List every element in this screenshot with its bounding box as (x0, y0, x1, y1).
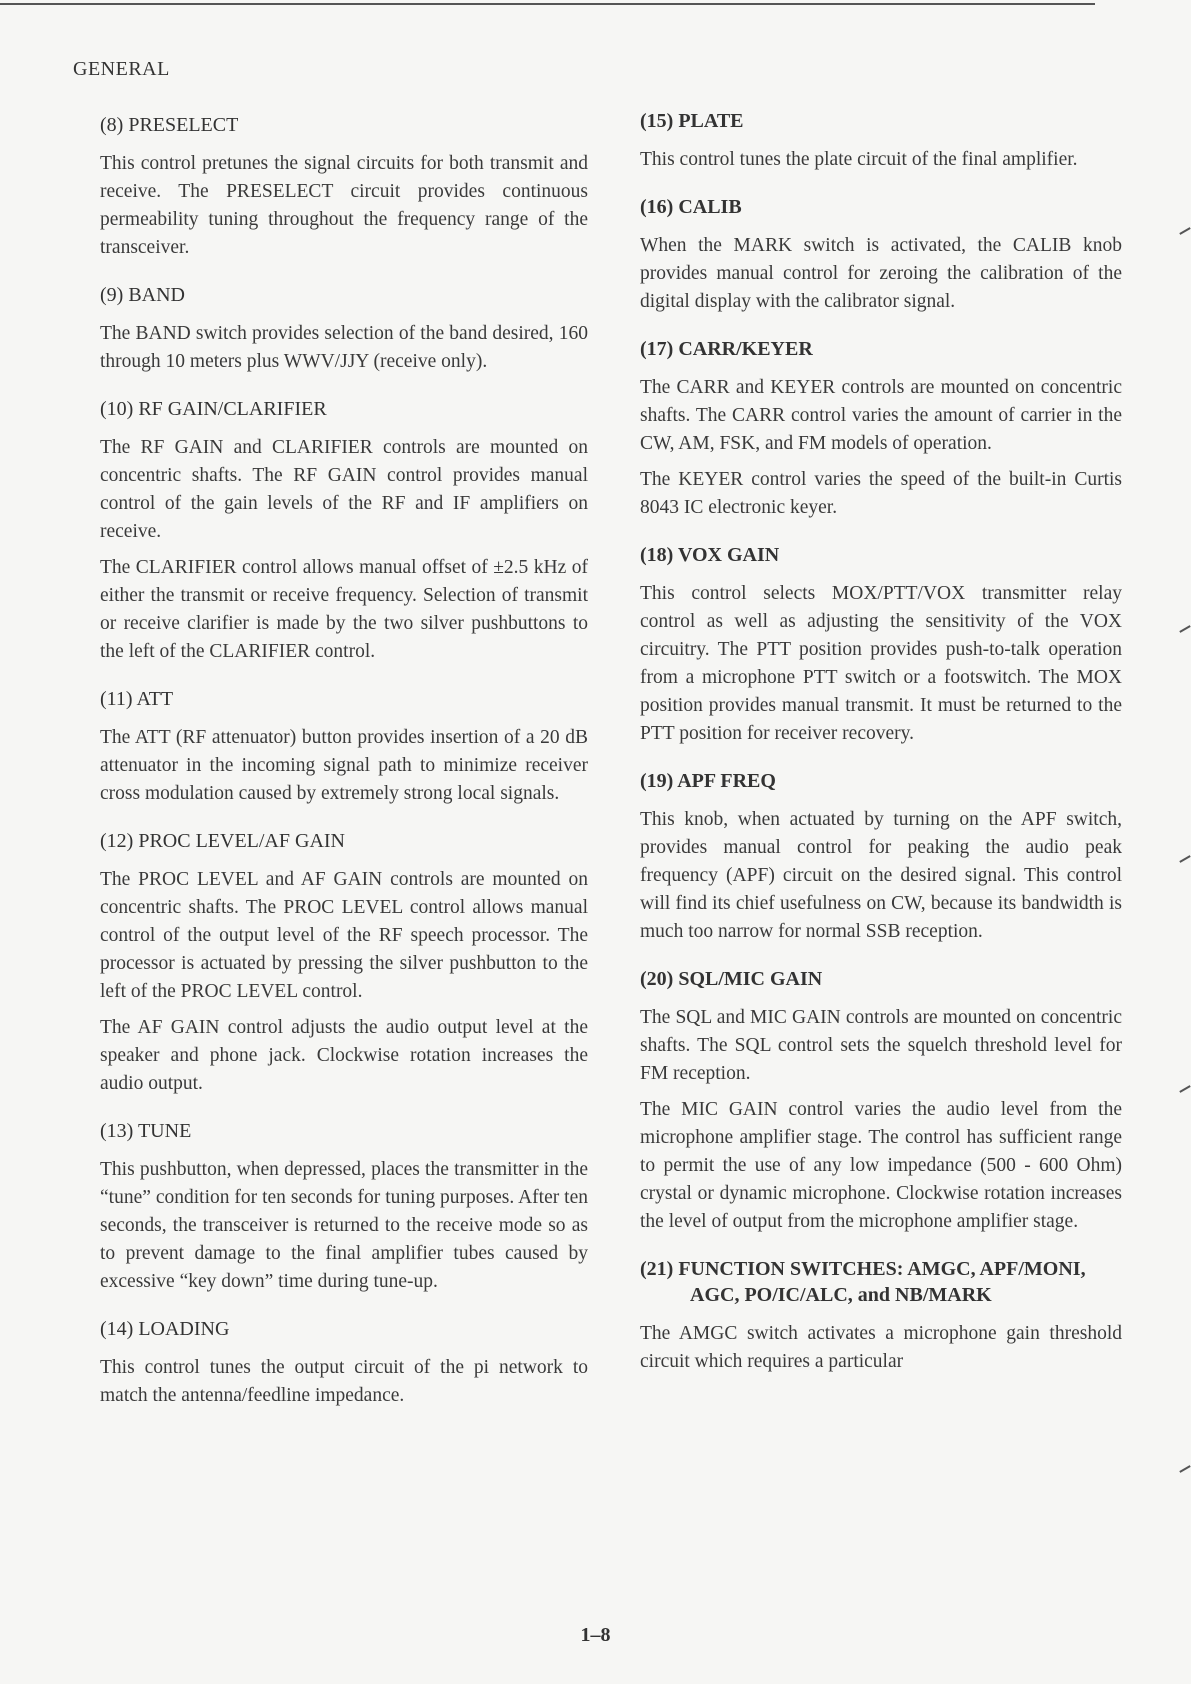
section-heading: (8) PRESELECT (100, 114, 239, 136)
paragraph: This control tunes the plate circuit of the final amplifier. (640, 149, 1078, 170)
section-heading-continued: AGC, PO/IC/ALC, and NB/MARK (690, 1284, 992, 1306)
paragraph: The PROC LEVEL and AF GAIN controls are mounted on concentric shafts. The PROC LEVEL control allows manual control of the output level of the RF speech processor. The processor is actuated by pressing the silver pushbutton to the left of the PROC LEVEL control. (100, 869, 588, 1002)
paragraph: This pushbutton, when depressed, places the transmitter in the “tune” condition for ten seconds for tuning purposes. After ten seconds, the transceiver is returned to the receive mode so as to prevent damage to the final amplifier tubes caused by excessive “key down” time during tune-up. (100, 1159, 588, 1292)
right-column (640, 108, 1122, 1396)
paragraph: When the MARK switch is activated, the CALIB knob provides manual control for zeroing the calibration of the digital display with the calibrator signal. (640, 235, 1122, 312)
paragraph: This knob, when actuated by turning on the APF switch, provides manual control for peaking the audio peak frequency (APF) circuit on the desired signal. This control will find its chief usefulness on CW, because its bandwidth is much too narrow for normal SSB reception. (640, 809, 1122, 942)
paragraph: The AMGC switch activates a microphone gain threshold circuit which requires a particular (640, 1323, 1122, 1372)
section-heading: (20) SQL/MIC GAIN (640, 968, 823, 990)
paragraph: The CARR and KEYER controls are mounted on concentric shafts. The CARR control varies the amount of carrier in the CW, AM, FSK, and FM models of operation. (640, 377, 1122, 454)
paragraph: This control tunes the output circuit of the pi network to match the antenna/feedline impedance. (100, 1357, 588, 1406)
section (100, 828, 588, 1098)
section (640, 108, 1122, 174)
section (640, 1256, 1122, 1376)
paragraph: The RF GAIN and CLARIFIER controls are mounted on concentric shafts. The RF GAIN control provides manual control of the gain levels of the RF and IF amplifiers on receive. (100, 437, 588, 542)
section (100, 1118, 588, 1296)
page-header: GENERAL (73, 58, 170, 80)
paragraph: The AF GAIN control adjusts the audio output level at the speaker and phone jack. Clockwise rotation increases the audio output. (100, 1017, 588, 1094)
section-heading: (10) RF GAIN/CLARIFIER (100, 398, 327, 420)
paragraph: The KEYER control varies the speed of the built-in Curtis 8043 IC electronic keyer. (640, 469, 1122, 518)
left-column (100, 112, 588, 1430)
section-heading: (11) ATT (100, 688, 174, 710)
section-heading: (16) CALIB (640, 196, 742, 218)
page-number: 1–8 (580, 1624, 611, 1646)
edge-mark (1179, 1085, 1190, 1093)
section (100, 112, 588, 262)
section-heading: (19) APF FREQ (640, 770, 776, 792)
edge-mark (1179, 1465, 1190, 1473)
section-heading: (18) VOX GAIN (640, 544, 780, 566)
section (100, 1316, 588, 1410)
section (100, 396, 588, 666)
paragraph: The MIC GAIN control varies the audio level from the microphone amplifier stage. The control has sufficient range to permit the use of any low impedance (500 - 600 Ohm) crystal or dynamic microphone. Clockwise rotation increases the level of output from the microphone amplifier stage. (640, 1099, 1122, 1232)
paragraph: The SQL and MIC GAIN controls are mounted on concentric shafts. The SQL control sets the squelch threshold level for FM reception. (640, 1007, 1122, 1084)
section (100, 282, 588, 376)
section-heading: (14) LOADING (100, 1318, 230, 1340)
section-heading: (9) BAND (100, 284, 185, 306)
section (640, 966, 1122, 1236)
section-heading: (17) CARR/KEYER (640, 338, 813, 360)
section-heading: (21) FUNCTION SWITCHES: AMGC, APF/MONI, AGC, PO/IC/ALC, and NB/MARK (640, 1256, 1122, 1308)
section-heading: (13) TUNE (100, 1120, 192, 1142)
section (640, 768, 1122, 946)
paragraph: This control pretunes the signal circuits for both transmit and receive. The PRESELECT circuit provides continuous permeability tuning throughout the frequency range of the transceiver. (100, 153, 588, 258)
edge-mark (1179, 625, 1190, 633)
paragraph: This control selects MOX/PTT/VOX transmitter relay control as well as adjusting the sensitivity of the VOX circuitry. The PTT position provides push-to-talk operation from a microphone PTT switch or a footswitch. The MOX position provides manual transmit. It must be returned to the PTT position for receiver recovery. (640, 583, 1122, 744)
paragraph: The ATT (RF attenuator) button provides insertion of a 20 dB attenuator in the incoming signal path to minimize receiver cross modulation caused by extremely strong local signals. (100, 727, 588, 804)
edge-mark (1179, 855, 1190, 863)
section-heading: (12) PROC LEVEL/AF GAIN (100, 830, 345, 852)
top-rule (0, 3, 1095, 5)
paragraph: The CLARIFIER control allows manual offset of ±2.5 kHz of either the transmit or receive frequency. Selection of transmit or receive clarifier is made by the two silver pushbuttons to the left of the CLARIFIER control. (100, 557, 588, 662)
section (640, 542, 1122, 748)
section (640, 336, 1122, 522)
section-heading: (15) PLATE (640, 110, 744, 132)
section (640, 194, 1122, 316)
edge-mark (1179, 227, 1190, 235)
paragraph: The BAND switch provides selection of the band desired, 160 through 10 meters plus WWV/JJY (receive only). (100, 323, 588, 372)
section (100, 686, 588, 808)
